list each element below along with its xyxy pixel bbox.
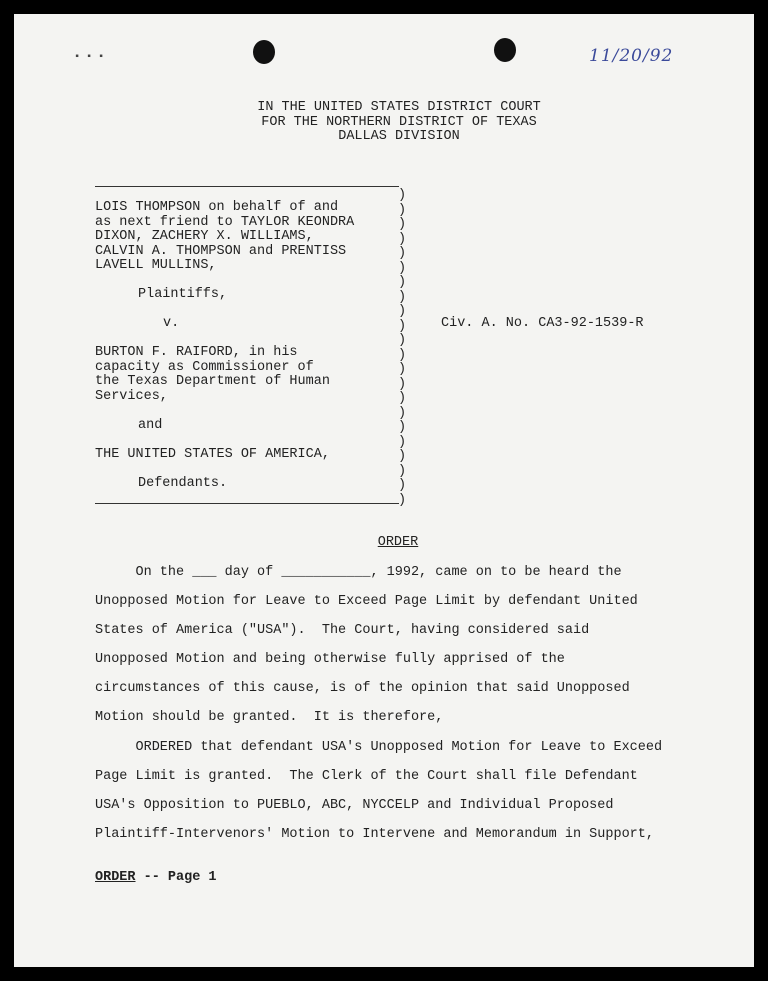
order-line-1: On the ___ day of ___________, 1992, came on to be heard the	[95, 565, 622, 580]
plaintiff-line-4: CALVIN A. THOMPSON and PRENTISS	[95, 244, 347, 259]
order-line-3: States of America ("USA"). The Court, having considered said	[95, 623, 590, 638]
defendant-line-1: BURTON F. RAIFORD, in his	[95, 345, 298, 360]
punch-hole-left	[253, 40, 275, 64]
usa-defendant: THE UNITED STATES OF AMERICA,	[95, 447, 330, 462]
scan-specks: ▪ ▪ ▪	[74, 52, 105, 63]
page-footer	[95, 871, 217, 886]
plaintiffs-label: Plaintiffs,	[138, 287, 228, 302]
court-name-line1: IN THE UNITED STATES DISTRICT COURT	[257, 100, 541, 115]
caption-top-rule	[95, 186, 399, 187]
versus: v.	[163, 316, 180, 331]
case-number: Civ. A. No. CA3-92-1539-R	[441, 316, 644, 331]
order-line-4: Unopposed Motion and being otherwise fully apprised of the	[95, 652, 565, 667]
and-label: and	[138, 418, 163, 433]
defendant-line-3: the Texas Department of Human	[95, 374, 330, 389]
order-line-6: Motion should be granted. It is therefore,	[95, 710, 444, 725]
defendant-line-4: Services,	[95, 389, 168, 404]
defendant-line-2: capacity as Commissioner of	[95, 360, 314, 375]
footer-order-label: ORDER	[95, 870, 136, 885]
order-line-9: USA's Opposition to PUEBLO, ABC, NYCCELP and Individual Proposed	[95, 798, 614, 813]
plaintiff-line-1: LOIS THOMPSON on behalf of and	[95, 200, 339, 215]
punch-hole-right	[494, 38, 516, 62]
order-line-8: Page Limit is granted. The Clerk of the Court shall file Defendant	[95, 769, 638, 784]
plaintiff-line-2: as next friend to TAYLOR KEONDRA	[95, 215, 355, 230]
order-line-5: circumstances of this cause, is of the opinion that said Unopposed	[95, 681, 630, 696]
document-page	[14, 14, 754, 967]
caption-bottom-rule	[95, 503, 399, 504]
footer-page-number: -- Page 1	[135, 870, 217, 885]
handwritten-date: 11/20/92	[589, 46, 674, 66]
plaintiff-line-5: LAVELL MULLINS,	[95, 258, 217, 273]
order-line-10: Plaintiff-Intervenors' Motion to Intervene and Memorandum in Support,	[95, 827, 654, 842]
order-line-7: ORDERED that defendant USA's Unopposed Motion for Leave to Exceed	[95, 740, 663, 755]
plaintiff-line-3: DIXON, ZACHERY X. WILLIAMS,	[95, 229, 314, 244]
defendants-label: Defendants.	[138, 476, 228, 491]
order-title: ORDER	[377, 535, 419, 550]
court-name-line2: FOR THE NORTHERN DISTRICT OF TEXAS	[261, 115, 537, 130]
caption-parentheses: ) ) ) ) ) ) ) ) ) ) ) ) ) ) ) ) ) ) ) ) ) )	[398, 188, 407, 508]
order-line-2: Unopposed Motion for Leave to Exceed Page Limit by defendant United	[95, 594, 638, 609]
court-division: DALLAS DIVISION	[338, 129, 460, 144]
